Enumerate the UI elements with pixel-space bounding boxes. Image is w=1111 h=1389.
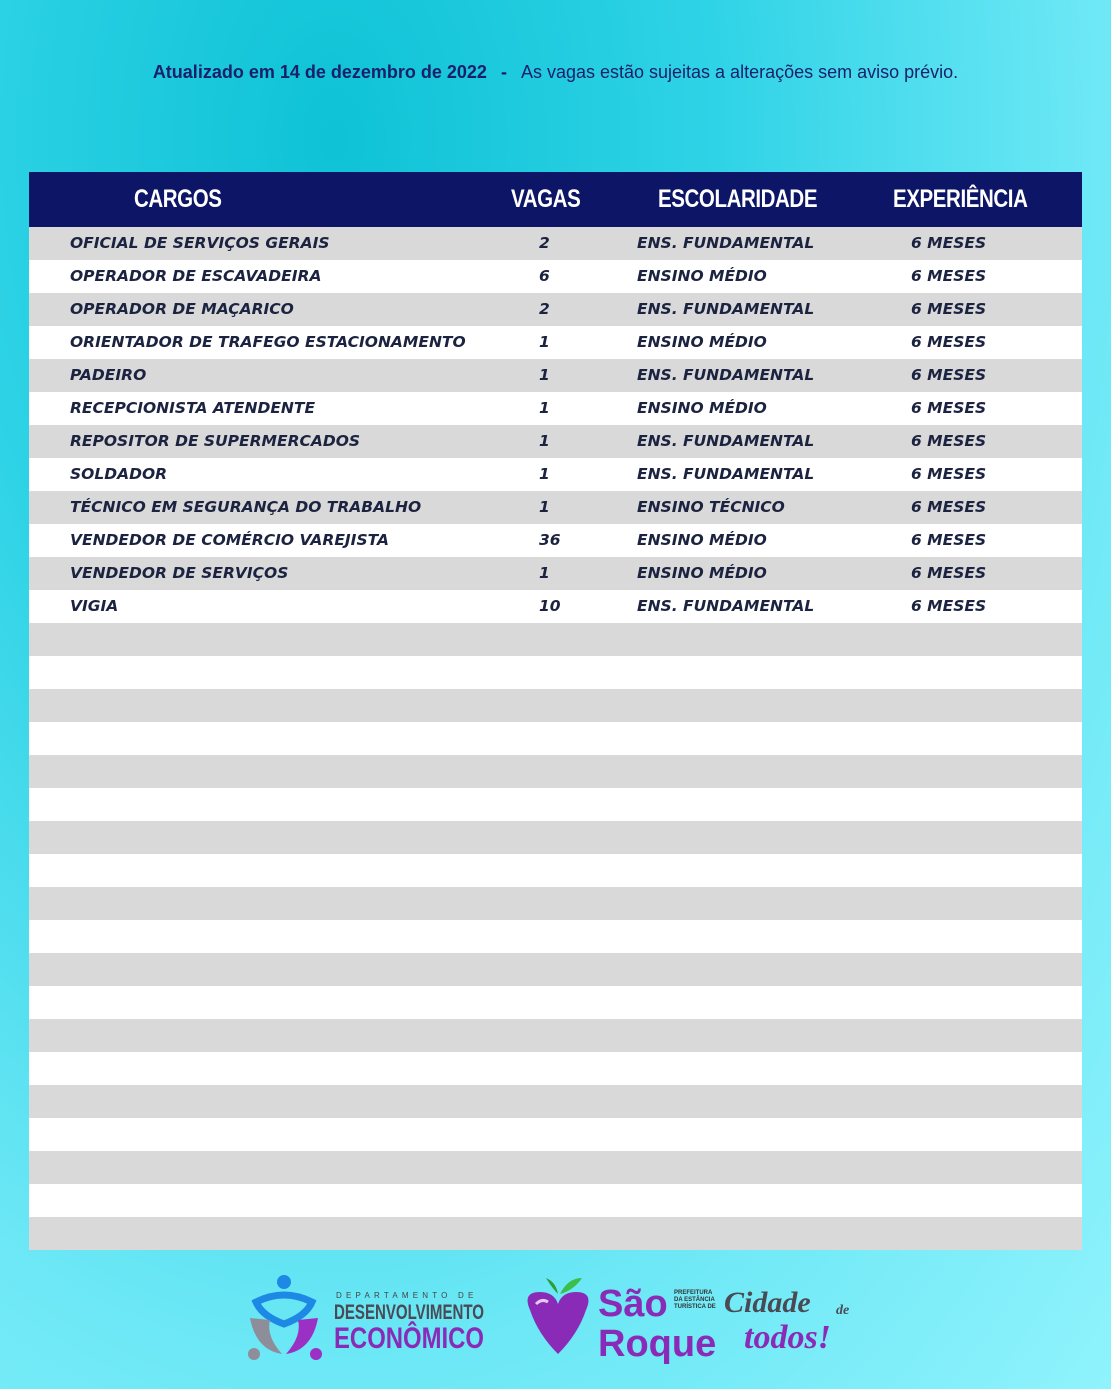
cell-escolaridade: ENS. FUNDAMENTAL [637,366,815,384]
cell-escolaridade: ENS. FUNDAMENTAL [637,465,815,483]
cell-escolaridade: ENSINO MÉDIO [637,564,767,582]
table-row [29,1019,1082,1052]
update-notice [0,62,1111,83]
table-row [29,524,1082,557]
people-circle-icon [248,1275,322,1360]
cell-vagas: 36 [539,531,561,549]
table-row [29,623,1082,656]
table-row [29,854,1082,887]
cell-experiencia: 6 MESES [911,465,987,483]
header-escolaridade: ESCOLARIDADE [658,185,818,213]
cell-vagas: 1 [539,333,550,351]
header-cargos: CARGOS [134,185,222,213]
cell-cargo: VENDEDOR DE SERVIÇOS [70,564,289,582]
table-row [29,887,1082,920]
cell-escolaridade: ENSINO MÉDIO [637,399,767,417]
table-row [29,590,1082,623]
table-row [29,689,1082,722]
cell-experiencia: 6 MESES [911,300,987,318]
table-row [29,986,1082,1019]
cell-cargo: OFICIAL DE SERVIÇOS GERAIS [70,234,330,252]
table-row [29,1217,1082,1250]
update-date: Atualizado em 14 de dezembro de 2022 [152,62,487,82]
cell-escolaridade: ENSINO MÉDIO [637,333,767,351]
cell-cargo: REPOSITOR DE SUPERMERCADOS [70,432,361,450]
table-row [29,1085,1082,1118]
cell-vagas: 10 [539,597,561,615]
table-row [29,491,1082,524]
cell-experiencia: 6 MESES [911,432,987,450]
cell-vagas: 2 [539,234,550,252]
prefeitura-line3: TURÍSTICA DE [674,1304,716,1310]
table-row [29,1151,1082,1184]
cell-escolaridade: ENSINO TÉCNICO [637,498,785,516]
cell-experiencia: 6 MESES [911,333,987,351]
cell-cargo: PADEIRO [70,366,147,384]
cell-experiencia: 6 MESES [911,564,987,582]
cell-experiencia: 6 MESES [911,498,987,516]
city-name-line2: Roque [598,1323,717,1365]
cell-cargo: RECEPCIONISTA ATENDENTE [70,399,316,417]
cell-escolaridade: ENSINO MÉDIO [637,267,767,285]
prefeitura-line1: PREFEITURA [674,1290,713,1296]
notice-separator: - [500,62,507,82]
cell-cargo: TÉCNICO EM SEGURANÇA DO TRABALHO [70,498,422,516]
table-row [29,1118,1082,1151]
table-row [29,755,1082,788]
table-row [29,359,1082,392]
slogan-de: de [836,1303,850,1318]
cell-experiencia: 6 MESES [911,399,987,417]
table-row [29,821,1082,854]
cell-vagas: 1 [539,564,550,582]
cell-cargo: VENDEDOR DE COMÉRCIO VAREJISTA [70,531,389,549]
cell-experiencia: 6 MESES [911,597,987,615]
dept-line3: ECONÔMICO [334,1322,523,1355]
disclaimer-text: As vagas estão sujeitas a alterações sem aviso prévio. [520,62,959,82]
cell-experiencia: 6 MESES [911,531,987,549]
cell-cargo: OPERADOR DE MAÇARICO [70,300,294,318]
header-experiencia: EXPERIÊNCIA [893,185,1028,213]
table-row [29,1184,1082,1217]
cell-vagas: 1 [539,366,550,384]
cell-vagas: 2 [539,300,550,318]
cell-escolaridade: ENS. FUNDAMENTAL [637,300,815,318]
table-body [29,227,1082,1250]
cell-escolaridade: ENS. FUNDAMENTAL [637,597,815,615]
cell-vagas: 1 [539,432,550,450]
cell-escolaridade: ENS. FUNDAMENTAL [637,432,815,450]
table-row [29,227,1082,260]
slogan-todos: todos! [744,1319,831,1356]
cell-vagas: 1 [539,465,550,483]
cell-vagas: 1 [539,498,550,516]
table-row [29,392,1082,425]
cell-vagas: 1 [539,399,550,417]
table-row [29,656,1082,689]
header-vagas: VAGAS [511,185,581,213]
dept-line2: DESENVOLVIMENTO [334,1301,484,1324]
table-row [29,293,1082,326]
slogan-cidade: Cidade [724,1286,811,1319]
table-row [29,1052,1082,1085]
cell-cargo: OPERADOR DE ESCAVADEIRA [70,267,322,285]
table-header [29,172,1082,227]
job-vacancies-table [29,172,1082,1250]
cell-cargo: SOLDADOR [70,465,168,483]
table-row [29,920,1082,953]
table-row [29,425,1082,458]
footer-logos [0,1262,1111,1389]
table-row [29,722,1082,755]
table-row [29,557,1082,590]
grape-heart-icon [528,1278,589,1354]
cell-escolaridade: ENS. FUNDAMENTAL [637,234,815,252]
dept-line1: DEPARTAMENTO DE [336,1291,478,1300]
dept-desenvolvimento-logo [236,1272,523,1364]
table-row [29,260,1082,293]
sao-roque-logo [518,1272,878,1364]
cell-vagas: 6 [539,267,550,285]
cell-experiencia: 6 MESES [911,366,987,384]
cell-cargo: VIGIA [70,597,119,615]
cell-experiencia: 6 MESES [911,267,987,285]
city-name-line1: São [598,1283,668,1325]
cell-escolaridade: ENSINO MÉDIO [637,531,767,549]
table-row [29,458,1082,491]
prefeitura-line2: DA ESTÂNCIA [674,1297,715,1303]
table-row [29,326,1082,359]
cell-cargo: ORIENTADOR DE TRAFEGO ESTACIONAMENTO [70,333,466,351]
table-row [29,953,1082,986]
table-row [29,788,1082,821]
cell-experiencia: 6 MESES [911,234,987,252]
